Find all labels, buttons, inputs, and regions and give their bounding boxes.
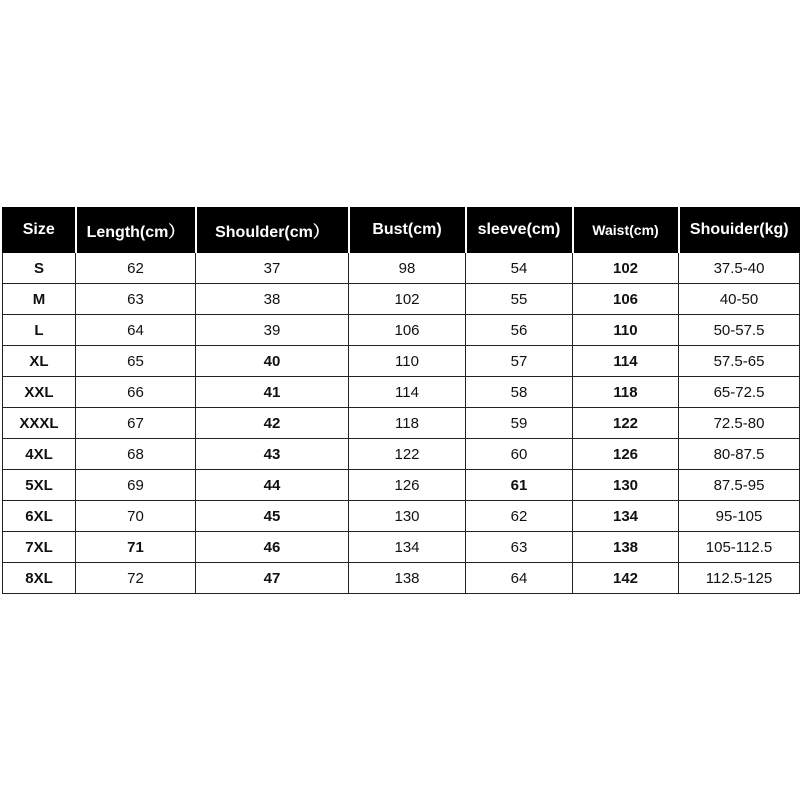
cell-weight: 37.5-40: [679, 253, 800, 284]
cell-waist: 142: [573, 563, 679, 594]
cell-waist: 138: [573, 532, 679, 563]
cell-length: 62: [76, 253, 196, 284]
cell-weight: 50-57.5: [679, 315, 800, 346]
cell-sleeve: 63: [466, 532, 573, 563]
table-row: [3, 439, 800, 470]
table-row: [3, 377, 800, 408]
cell-size: 5XL: [3, 470, 76, 501]
cell-waist: 134: [573, 501, 679, 532]
cell-weight: 95-105: [679, 501, 800, 532]
cell-sleeve: 57: [466, 346, 573, 377]
cell-shoulder: 47: [196, 563, 349, 594]
cell-bust: 134: [349, 532, 466, 563]
cell-sleeve: 58: [466, 377, 573, 408]
cell-size: 7XL: [3, 532, 76, 563]
cell-length: 68: [76, 439, 196, 470]
cell-waist: 118: [573, 377, 679, 408]
cell-bust: 98: [349, 253, 466, 284]
cell-size: M: [3, 284, 76, 315]
cell-size: L: [3, 315, 76, 346]
cell-bust: 130: [349, 501, 466, 532]
table-row: [3, 346, 800, 377]
cell-length: 71: [76, 532, 196, 563]
cell-sleeve: 60: [466, 439, 573, 470]
cell-sleeve: 54: [466, 253, 573, 284]
cell-bust: 126: [349, 470, 466, 501]
cell-size: 8XL: [3, 563, 76, 594]
header-sleeve: sleeve(cm): [466, 208, 573, 253]
cell-weight: 72.5-80: [679, 408, 800, 439]
cell-waist: 114: [573, 346, 679, 377]
cell-weight: 57.5-65: [679, 346, 800, 377]
cell-sleeve: 55: [466, 284, 573, 315]
table-row: [3, 501, 800, 532]
cell-length: 70: [76, 501, 196, 532]
cell-shoulder: 40: [196, 346, 349, 377]
cell-length: 72: [76, 563, 196, 594]
cell-weight: 105-112.5: [679, 532, 800, 563]
cell-waist: 102: [573, 253, 679, 284]
cell-size: 6XL: [3, 501, 76, 532]
cell-bust: 118: [349, 408, 466, 439]
cell-bust: 102: [349, 284, 466, 315]
cell-bust: 122: [349, 439, 466, 470]
cell-size: XL: [3, 346, 76, 377]
cell-weight: 112.5-125: [679, 563, 800, 594]
cell-shoulder: 44: [196, 470, 349, 501]
header-size: Size: [3, 208, 76, 253]
cell-bust: 138: [349, 563, 466, 594]
cell-length: 63: [76, 284, 196, 315]
cell-waist: 126: [573, 439, 679, 470]
cell-bust: 110: [349, 346, 466, 377]
header-length: Length(cm）: [76, 208, 196, 253]
cell-length: 64: [76, 315, 196, 346]
cell-bust: 114: [349, 377, 466, 408]
cell-waist: 122: [573, 408, 679, 439]
header-waist: Waist(cm): [573, 208, 679, 253]
cell-sleeve: 64: [466, 563, 573, 594]
cell-length: 66: [76, 377, 196, 408]
cell-size: S: [3, 253, 76, 284]
cell-shoulder: 38: [196, 284, 349, 315]
table-row: [3, 315, 800, 346]
cell-sleeve: 62: [466, 501, 573, 532]
cell-sleeve: 56: [466, 315, 573, 346]
cell-shoulder: 41: [196, 377, 349, 408]
header-weight: Shouider(kg): [679, 208, 800, 253]
cell-shoulder: 46: [196, 532, 349, 563]
cell-length: 65: [76, 346, 196, 377]
cell-weight: 80-87.5: [679, 439, 800, 470]
header-bust: Bust(cm): [349, 208, 466, 253]
cell-weight: 65-72.5: [679, 377, 800, 408]
cell-length: 67: [76, 408, 196, 439]
cell-shoulder: 43: [196, 439, 349, 470]
table-row: [3, 253, 800, 284]
cell-size: XXL: [3, 377, 76, 408]
cell-size: XXXL: [3, 408, 76, 439]
cell-shoulder: 42: [196, 408, 349, 439]
cell-waist: 106: [573, 284, 679, 315]
cell-waist: 130: [573, 470, 679, 501]
table-row: [3, 532, 800, 563]
cell-shoulder: 39: [196, 315, 349, 346]
cell-length: 69: [76, 470, 196, 501]
cell-weight: 40-50: [679, 284, 800, 315]
cell-shoulder: 37: [196, 253, 349, 284]
cell-waist: 110: [573, 315, 679, 346]
table-row: [3, 563, 800, 594]
header-row: [3, 208, 800, 253]
cell-sleeve: 61: [466, 470, 573, 501]
size-chart-table: [2, 207, 800, 594]
table-row: [3, 284, 800, 315]
cell-sleeve: 59: [466, 408, 573, 439]
table-row: [3, 408, 800, 439]
cell-bust: 106: [349, 315, 466, 346]
header-shoulder: Shoulder(cm）: [196, 208, 349, 253]
cell-size: 4XL: [3, 439, 76, 470]
cell-weight: 87.5-95: [679, 470, 800, 501]
table-row: [3, 470, 800, 501]
cell-shoulder: 45: [196, 501, 349, 532]
